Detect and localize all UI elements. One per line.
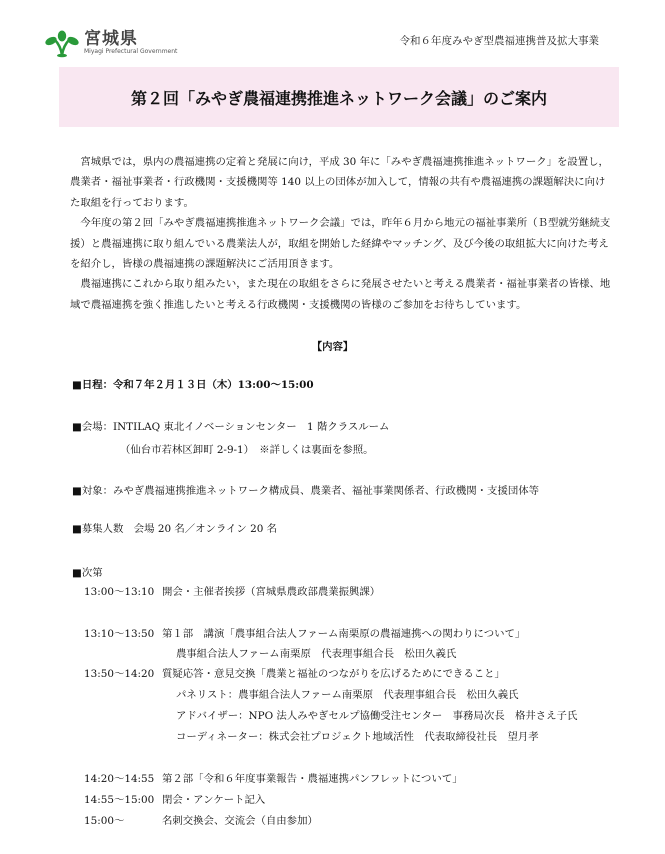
date-line: [72, 378, 314, 392]
venue-line-2: （仙台市若林区卸町 2-9-1） ※詳しくは裏面を参照。: [120, 444, 374, 456]
venue-line-1: ■会場：INTILAQ 東北イノベーションセンター 1 階クラスルーム: [72, 421, 390, 433]
intro-section: [70, 152, 615, 315]
schedule-item: 第１部 講演「農事組合法人ファーム南栗原の農福連携への関わりについて」: [162, 628, 526, 640]
schedule-item: 閉会・アンケート記入: [162, 794, 266, 806]
schedule-item: 質疑応答・意見交換「農業と福祉のつながりを広げるためにできること」: [162, 668, 505, 680]
capacity-line: ■募集人数 会場 20 名／オンライン 20 名: [72, 523, 278, 535]
schedule-item: コーディネーター：株式会社プロジェクト地域活性 代表取締役社長 望月孝: [176, 731, 539, 743]
project-name: 令和６年度みやぎ型農福連携普及拡大事業: [399, 35, 599, 47]
title-banner: [59, 67, 619, 127]
schedule-time: 14:20～14:55: [84, 773, 155, 785]
miyagi-emblem-icon: [44, 28, 80, 58]
schedule-time: 14:55～15:00: [84, 794, 155, 806]
schedule-time: 13:10～13:50: [84, 628, 155, 640]
schedule-item: アドバイザー：NPO 法人みやぎセルプ協働受注センター 事務局次長 格井さえ子氏: [176, 710, 578, 722]
content-heading: 【内容】: [311, 341, 354, 353]
logo-subtitle: Miyagi Prefectural Government: [84, 48, 178, 55]
intro-paragraph-1: 宮城県では，県内の農福連携の定着と発展に向け，平成 30 年に「みやぎ農福連携推進ネットワーク」を設置し，農業者・福祉事業者・行政機関・支援機関等 140 以上の団体が加入して，情報の共有や農福連携の課題解決に向けた取組を行っております。: [70, 156, 609, 209]
schedule-label: ■次第: [72, 567, 103, 579]
schedule-time: 13:50～14:20: [84, 668, 155, 680]
date-value: 令和７年２月１３日（木）13:00～15:00: [113, 379, 314, 391]
intro-paragraph-3: 農福連携にこれから取り組みたい，また現在の取組をさらに発展させたいと考える農業者・福祉事業者の皆様、地域で農福連携を強く推進したいと考える行政機関・支援機関の皆様のご参加をお待ちしています。: [70, 278, 611, 311]
schedule-time: 15:00～: [84, 815, 125, 827]
schedule-item: 農事組合法人ファーム南栗原 代表理事組合長 松田久義氏: [176, 648, 457, 660]
intro-paragraph-2: 今年度の第２回「みやぎ農福連携推進ネットワーク会議」では，昨年６月から地元の福祉事業所（Ｂ型就労継続支援）と農福連携に取り組んでいる農業法人が，取組を開始した経緯やマッチング、及び今後の取組拡大に向けた考えを紹介し，皆様の農福連携の課題解決にご活用頂きます。: [70, 217, 611, 271]
logo-name: 宮城県: [84, 29, 138, 49]
prefecture-logo: [44, 28, 177, 58]
schedule-time: 13:00～13:10: [84, 586, 155, 598]
schedule-item: 名刺交換会、交流会（自由参加）: [162, 815, 318, 827]
page-title: 第２回「みやぎ農福連携推進ネットワーク会議」のご案内: [130, 88, 547, 108]
target-line: ■対象：みやぎ農福連携推進ネットワーク構成員、農業者、福祉事業関係者、行政機関・支援団体等: [72, 485, 540, 497]
schedule-item: 開会・主催者挨拶（宮城県農政部農業振興課）: [162, 586, 381, 598]
date-label: ■日程：: [72, 379, 113, 391]
schedule-item: 第２部「令和６年度事業報告・農福連携パンフレットについて」: [162, 773, 463, 785]
schedule-item: パネリスト：農事組合法人ファーム南栗原 代表理事組合長 松田久義氏: [176, 689, 519, 701]
